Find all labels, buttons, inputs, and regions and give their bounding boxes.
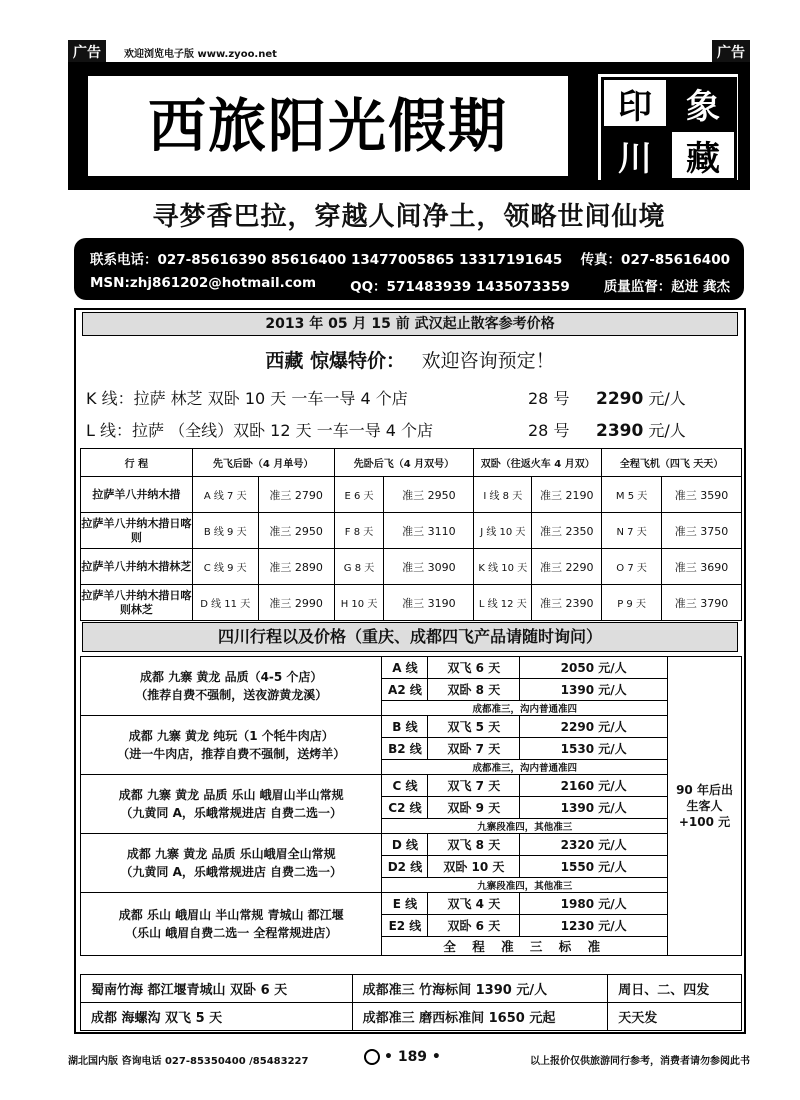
ad-label-left: 广告 xyxy=(68,40,106,64)
slogan: 寻梦香巴拉，穿越人间净土，领略世间仙境 xyxy=(152,202,666,232)
line-code: M 5 天 xyxy=(602,477,662,513)
badge-char: 印 xyxy=(601,77,669,129)
line-code: L 线 12 天 xyxy=(474,585,532,621)
price-frame xyxy=(74,308,746,1034)
trip-type: 双飞 5 天 xyxy=(428,716,520,738)
tibet-price-table xyxy=(80,448,742,621)
table-header: 全程飞机（四飞 天天） xyxy=(602,449,742,477)
trip-price: 2050 元/人 xyxy=(520,657,668,679)
trip-type: 双飞 6 天 xyxy=(428,657,520,679)
trip-price: 1230 元/人 xyxy=(520,915,668,937)
line-code: P 9 天 xyxy=(602,585,662,621)
route-cell: 拉萨羊八井纳木措 xyxy=(81,477,193,513)
hotel-note: 成都准三，沟内普通准四 xyxy=(382,701,668,716)
line-code: I 线 8 天 xyxy=(474,477,532,513)
line-code: E2 线 xyxy=(382,915,428,937)
line-code: E 线 xyxy=(382,893,428,915)
badge-char: 川 xyxy=(601,129,669,181)
price-cell: 准三 3690 xyxy=(662,549,742,585)
hotel-note: 全 程 准 三 标 准 xyxy=(382,937,668,956)
line-code: D2 线 xyxy=(382,856,428,878)
trip-price: 2160 元/人 xyxy=(520,775,668,797)
price-cell: 准三 2390 xyxy=(532,585,602,621)
trip-description: 成都 九寨 黄龙 品质 乐山 峨眉山半山常规 （九黄同 A，乐峨常规进店 自费二选一） xyxy=(81,775,382,834)
line-code: N 7 天 xyxy=(602,513,662,549)
price-cell: 准三 2950 xyxy=(258,513,334,549)
line-code: E 6 天 xyxy=(334,477,384,513)
special-note: 欢迎咨询预定！ xyxy=(421,350,555,372)
ad-label-right: 广告 xyxy=(712,40,750,64)
price-cell: 准三 3750 xyxy=(662,513,742,549)
table-row xyxy=(81,477,742,513)
trip-price: 1550 元/人 xyxy=(520,856,668,878)
trip-price: 1980 元/人 xyxy=(520,893,668,915)
line-code: G 8 天 xyxy=(334,549,384,585)
table-row xyxy=(81,775,742,797)
line-code: A 线 xyxy=(382,657,428,679)
price-cell: 准三 2790 xyxy=(258,477,334,513)
special-label: 西藏 惊爆特价： xyxy=(265,350,405,372)
line-code: J 线 10 天 xyxy=(474,513,532,549)
special-line-date: 28 号 xyxy=(528,421,570,440)
price-cell: 准三 3590 xyxy=(662,477,742,513)
tibet-header: 2013 年 05 月 15 前 武汉起止散客参考价格 xyxy=(82,312,738,336)
trip-description: 成都 九寨 黄龙 品质（4-5 个店） （推荐自费不强制，送夜游黄龙溪） xyxy=(81,657,382,716)
price-cell: 准三 2990 xyxy=(258,585,334,621)
contact-phone: 联系电话：027-85616390 85616400 13477005865 13317191645 xyxy=(90,252,563,268)
table-row xyxy=(81,513,742,549)
table-header: 双卧（往返火车 4 月双） xyxy=(474,449,602,477)
table-row xyxy=(81,1003,742,1031)
trip-description: 成都 九寨 黄龙 纯玩（1 个牦牛肉店） （进一牛肉店，推荐自费不强制，送烤羊） xyxy=(81,716,382,775)
table-header: 行 程 xyxy=(81,449,193,477)
contact-msn: MSN:zhj861202@hotmail.com xyxy=(90,275,317,291)
line-code: B 线 9 天 xyxy=(192,513,258,549)
special-line-price: 2390 元/人 xyxy=(596,421,686,441)
contact-supervisor: 质量监督：赵进 龚杰 xyxy=(603,279,730,295)
line-code: K 线 10 天 xyxy=(474,549,532,585)
price-cell: 准三 3090 xyxy=(384,549,474,585)
extra-days: 天天发 xyxy=(608,1003,742,1031)
trip-type: 双卧 7 天 xyxy=(428,738,520,760)
trip-type: 双飞 8 天 xyxy=(428,834,520,856)
table-row xyxy=(81,893,742,915)
table-row xyxy=(81,549,742,585)
trip-type: 双飞 4 天 xyxy=(428,893,520,915)
trip-price: 2320 元/人 xyxy=(520,834,668,856)
badge-char: 藏 xyxy=(669,129,737,181)
trip-type: 双飞 7 天 xyxy=(428,775,520,797)
line-code: D 线 11 天 xyxy=(192,585,258,621)
route-cell: 拉萨羊八井纳木措林芝 xyxy=(81,549,193,585)
table-header-row xyxy=(81,449,742,477)
hotel-note: 九寨段准四，其他准三 xyxy=(382,878,668,893)
trip-type: 双卧 10 天 xyxy=(428,856,520,878)
page-logo-icon xyxy=(364,1049,380,1065)
table-row xyxy=(81,975,742,1003)
trip-description: 成都 乐山 峨眉山 半山常规 青城山 都江堰 （乐山 峨眉自费二选一 全程常规进店） xyxy=(81,893,382,956)
line-code: C 线 9 天 xyxy=(192,549,258,585)
table-row xyxy=(81,834,742,856)
special-line-route: L 线：拉萨 （全线）双卧 12 天 一车一导 4 个店 xyxy=(86,421,434,440)
extra-route: 蜀南竹海 都江堰青城山 双卧 6 天 xyxy=(81,975,353,1003)
line-code: B 线 xyxy=(382,716,428,738)
extra-days: 周日、二、四发 xyxy=(608,975,742,1003)
trip-price: 2290 元/人 xyxy=(520,716,668,738)
special-title xyxy=(76,346,744,373)
line-code: F 8 天 xyxy=(334,513,384,549)
line-code: O 7 天 xyxy=(602,549,662,585)
table-row xyxy=(81,585,742,621)
line-code: A2 线 xyxy=(382,679,428,701)
trip-description: 成都 九寨 黄龙 品质 乐山峨眉全山常规 （九黄同 A，乐峨常规进店 自费二选一） xyxy=(81,834,382,893)
price-cell: 准三 2950 xyxy=(384,477,474,513)
table-row xyxy=(81,657,742,679)
special-line-date: 28 号 xyxy=(528,389,570,408)
banner-title: 西旅阳光假期 xyxy=(88,76,568,176)
line-code: D 线 xyxy=(382,834,428,856)
extra-detail: 成都准三 磨西标准间 1650 元起 xyxy=(352,1003,608,1031)
page-number: • 189 • xyxy=(364,1049,441,1065)
trip-type: 双卧 6 天 xyxy=(428,915,520,937)
contact-fax: 传真：027-85616400 xyxy=(580,252,730,268)
footer-left: 湖北国内版 咨询电话 027-85350400 /85483227 xyxy=(68,1056,309,1067)
price-cell: 准三 3190 xyxy=(384,585,474,621)
price-cell: 准三 2290 xyxy=(532,549,602,585)
trip-type: 双卧 9 天 xyxy=(428,797,520,819)
special-line-price: 2290 元/人 xyxy=(596,389,686,409)
price-cell: 准三 2890 xyxy=(258,549,334,585)
contact-qq: QQ：571483939 1435073359 xyxy=(350,279,570,295)
trip-type: 双卧 8 天 xyxy=(428,679,520,701)
price-cell: 准三 3110 xyxy=(384,513,474,549)
line-code: C 线 xyxy=(382,775,428,797)
trip-price: 1390 元/人 xyxy=(520,797,668,819)
table-row xyxy=(81,716,742,738)
hotel-note: 成都准三，沟内普通准四 xyxy=(382,760,668,775)
extra-detail: 成都准三 竹海标间 1390 元/人 xyxy=(352,975,608,1003)
line-code: H 10 天 xyxy=(334,585,384,621)
line-code: C2 线 xyxy=(382,797,428,819)
contact-box xyxy=(74,238,744,300)
route-cell: 拉萨羊八井纳木措日喀则 xyxy=(81,513,193,549)
banner xyxy=(68,62,750,190)
price-cell: 准三 2350 xyxy=(532,513,602,549)
trip-price: 1390 元/人 xyxy=(520,679,668,701)
top-note: 欢迎浏览电子版 www.zyoo.net xyxy=(124,49,277,60)
footer-right: 以上报价仅供旅游同行参考，消费者请勿参阅此书 xyxy=(530,1056,750,1067)
line-code: B2 线 xyxy=(382,738,428,760)
line-code: A 线 7 天 xyxy=(192,477,258,513)
price-cell: 准三 2190 xyxy=(532,477,602,513)
special-line-route: K 线：拉萨 林芝 双卧 10 天 一车一导 4 个店 xyxy=(86,389,408,408)
hotel-note: 九寨段准四，其他准三 xyxy=(382,819,668,834)
table-header: 先卧后飞（4 月双号） xyxy=(334,449,474,477)
price-cell: 准三 3790 xyxy=(662,585,742,621)
banner-badge xyxy=(598,74,738,180)
route-cell: 拉萨羊八井纳木措日喀则林芝 xyxy=(81,585,193,621)
bonus-note: 90 年后出 生客人 +100 元 xyxy=(668,657,742,956)
extra-route: 成都 海螺沟 双飞 5 天 xyxy=(81,1003,353,1031)
table-header: 先飞后卧（4 月单号） xyxy=(192,449,334,477)
sichuan-price-table xyxy=(80,656,742,956)
badge-char: 象 xyxy=(669,77,737,129)
sichuan-header: 四川行程以及价格（重庆、成都四飞产品请随时询问） xyxy=(82,622,738,652)
trip-price: 1530 元/人 xyxy=(520,738,668,760)
extra-routes-table xyxy=(80,974,742,1031)
